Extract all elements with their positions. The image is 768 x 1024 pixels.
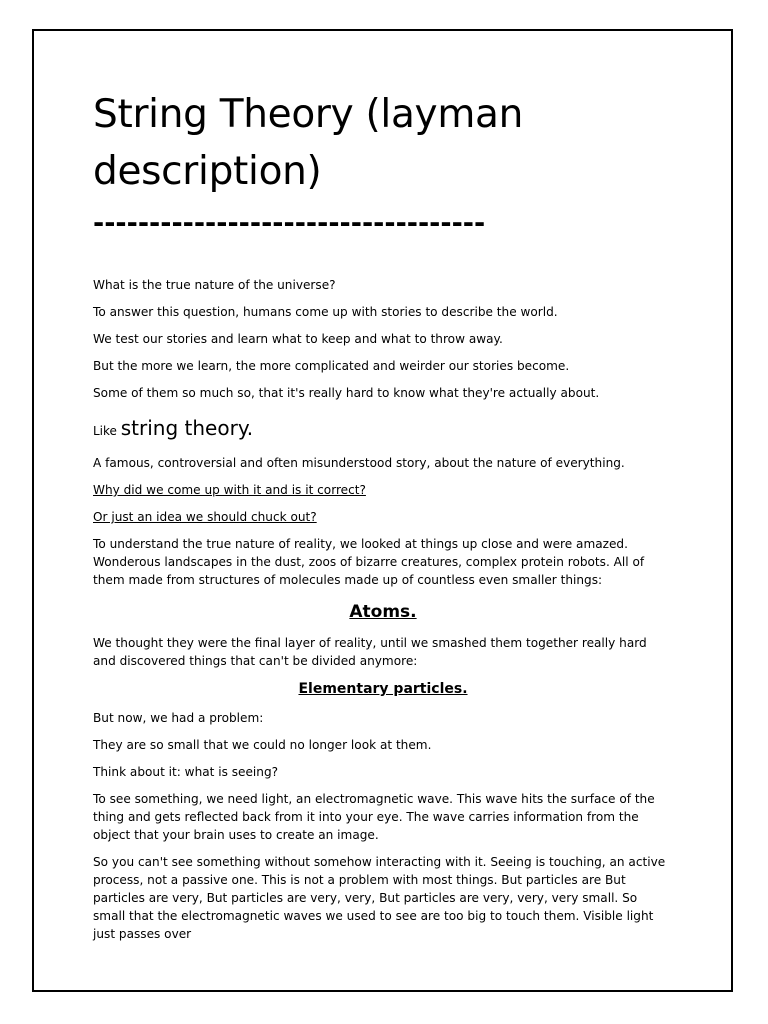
paragraph: We thought they were the final layer of reality, until we smashed them together really hard and discovered things that can't be divided anymore: — [93, 636, 647, 668]
like-prefix: Like — [93, 424, 117, 438]
document-title: String Theory (layman description) — [93, 92, 524, 194]
paragraph: So you can't see something without somehow interacting with it. Seeing is touching, an active process, not a passive one. This is not a problem with most things. But particles are But particles are very, But particles are very, very, But particles are very, very, very small. So small that the electromagnetic waves we used to see are too big to touch them. Visible light just passes over — [93, 855, 666, 941]
paragraph: But now, we had a problem: — [93, 711, 264, 725]
question-chuck: Or just an idea we should chuck out? — [93, 510, 317, 524]
paragraph: To answer this question, humans come up with stories to describe the world. — [93, 305, 558, 319]
paragraph: But the more we learn, the more complicated and weirder our stories become. — [93, 359, 570, 373]
document-body — [93, 86, 673, 943]
paragraph: Think about it: what is seeing? — [93, 765, 279, 779]
title-divider: ----------------------------------- — [93, 208, 486, 239]
elementary-particles-heading: Elementary particles. — [298, 681, 468, 697]
string-theory-emphasis: string theory. — [120, 416, 254, 440]
atoms-heading: Atoms. — [349, 602, 417, 622]
paragraph: A famous, controversial and often misunderstood story, about the nature of everything. — [93, 456, 625, 470]
paragraph: We test our stories and learn what to keep and what to throw away. — [93, 332, 503, 346]
paragraph: Some of them so much so, that it's really hard to know what they're actually about. — [93, 386, 600, 400]
paragraph: To understand the true nature of reality, we looked at things up close and were amazed. Wonderous landscapes in the dust, zoos of bizarre creatures, complex protein robots. All of them made from structures of molecules made up of countless even smaller things: — [93, 537, 645, 587]
paragraph: What is the true nature of the universe? — [93, 278, 336, 292]
paragraph: They are so small that we could no longer look at them. — [93, 738, 432, 752]
like-string-theory-line — [93, 414, 673, 445]
question-why: Why did we come up with it and is it correct? — [93, 483, 366, 497]
paragraph: To see something, we need light, an electromagnetic wave. This wave hits the surface of the thing and gets reflected back from it into your eye. The wave carries information from the object that your brain uses to create an image. — [93, 792, 655, 842]
